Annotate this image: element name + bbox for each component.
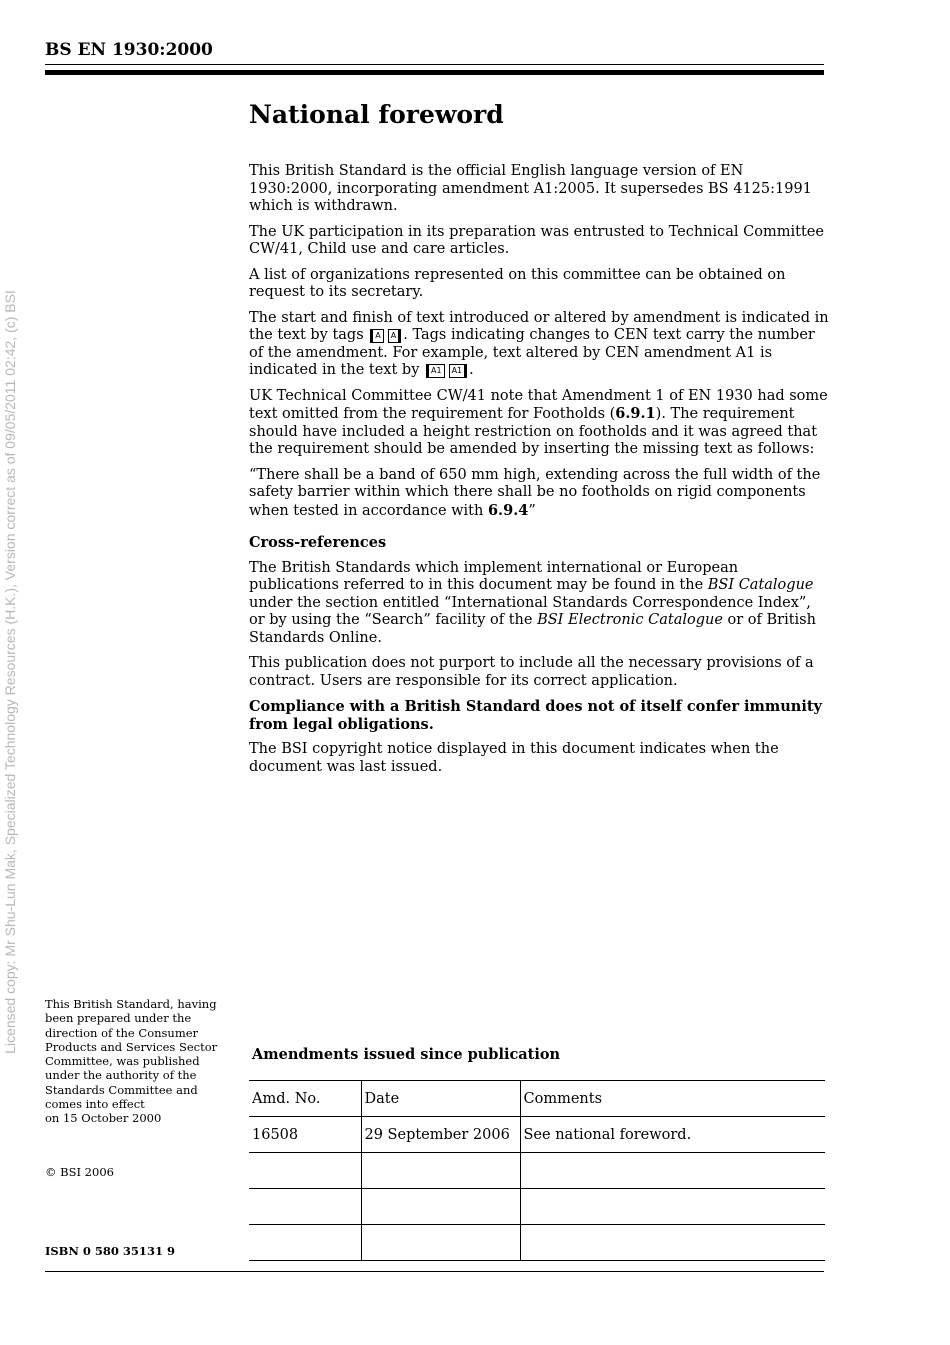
footholds-text-1: UK Technical Committee CW/41 note that Amendment 1 of EN 1930 had some text omitted from the requirement for Footholds (: [249, 387, 828, 422]
publication-sidenote: [45, 997, 230, 1126]
tags-text-3: .: [469, 362, 474, 378]
header-rule-thin: [45, 64, 824, 65]
header-rule-thick: [45, 70, 824, 75]
isbn: ISBN 0 580 35131 9: [45, 1244, 175, 1258]
amendments-header-row: [249, 1081, 825, 1117]
xref-text-2: under the section entitled “International Standards Correspondence Index”, or by using the “Search” facility of the: [249, 594, 811, 628]
paragraph-amendment-tags: [249, 310, 829, 380]
tags-text-2: . Tags indicating changes to CEN text carry the number of the amendment. For example, text altered by CEN amendment A1 is indicated in the text by: [249, 327, 815, 378]
footholds-text-2: ). The requirement should have included a height restriction on footholds and it was agreed that the requirement should be amended by inserting the missing text as follows:: [249, 406, 818, 457]
amd-no-cell: [249, 1189, 361, 1225]
table-row: [249, 1117, 825, 1153]
amd-no-cell: [249, 1153, 361, 1189]
a1-end-tag-icon: A1: [449, 364, 468, 378]
document-id: BS EN 1930:2000: [45, 40, 213, 60]
watermark-text: Licensed copy: Mr Shu-Lun Mak, Specialized Technology Resources (H.K.), Version correct as of 09/05/2011 02:42, (c) BSI: [2, 290, 18, 1054]
xref-text-1: The British Standards which implement international or European publications referred to in this document may be found in the: [249, 559, 739, 593]
clause-ref-694: 6.9.4: [487, 501, 529, 519]
bsi-catalogue-ref: BSI Catalogue: [707, 577, 814, 593]
amd-no-cell: 16508: [249, 1117, 361, 1153]
a1-start-tag-icon: A1: [426, 364, 445, 378]
paragraph-cross-references: [249, 560, 829, 648]
header-amd-no: Amd. No.: [249, 1081, 361, 1117]
paragraph-committee: The UK participation in its preparation was entrusted to Technical Committee CW/41, Child use and care articles.: [249, 223, 824, 257]
quote-text-2: ”: [528, 502, 536, 519]
paragraph-organizations: A list of organizations represented on this committee can be obtained on request to its secretary.: [249, 266, 786, 300]
amendment-end-tag-icon: A: [388, 329, 401, 343]
paragraph-footholds-note: [249, 388, 829, 459]
date-cell: [361, 1189, 520, 1225]
table-row: [249, 1189, 825, 1225]
page-title: National foreword: [249, 100, 504, 129]
amendments-title: Amendments issued since publication: [252, 1046, 561, 1063]
comments-cell: See national foreword.: [520, 1117, 825, 1153]
paragraph-quote: [249, 467, 829, 521]
header-date: Date: [361, 1081, 520, 1117]
date-cell: [361, 1153, 520, 1189]
table-row: [249, 1153, 825, 1189]
table-row: [249, 1225, 825, 1261]
comments-cell: [520, 1153, 825, 1189]
effective-date: on 15 October 2000: [45, 1111, 162, 1126]
header-comments: Comments: [520, 1081, 825, 1117]
paragraph-copyright-notice: The BSI copyright notice displayed in this document indicates when the document was last issued.: [249, 741, 779, 775]
paragraph-provisions: This publication does not purport to include all the necessary provisions of a contract. Users are responsible for its correct application.: [249, 655, 814, 689]
quote-text-1: “There shall be a band of 650 mm high, extending across the full width of the safety barrier within which there shall be no footholds on rigid components when tested in accordance with: [249, 466, 821, 519]
footer-rule: [45, 1271, 824, 1272]
sidenote-text: This British Standard, having been prepared under the direction of the Consumer Products and Services Sector Committee, was published under the authority of the Standards Committee and comes into effect: [45, 997, 218, 1112]
paragraph-scope: This British Standard is the official English language version of EN 1930:2000, incorporating amendment A1:2005. It supersedes BS 4125:1991 which is withdrawn.: [249, 163, 812, 214]
license-watermark: [0, 0, 20, 1345]
copyright-line: © BSI 2006: [45, 1165, 114, 1179]
paragraph-compliance: Compliance with a British Standard does not of itself confer immunity from legal obligations.: [249, 698, 822, 733]
tags-text-1: The start and finish of text introduced or altered by amendment is indicated in the text by tags: [249, 309, 829, 343]
comments-cell: [520, 1225, 825, 1261]
clause-ref-691: 6.9.1: [615, 405, 656, 422]
cross-references-heading: Cross-references: [249, 534, 387, 551]
xref-text-3: or of British Standards Online.: [249, 612, 816, 646]
date-cell: [361, 1225, 520, 1261]
amd-no-cell: [249, 1225, 361, 1261]
date-cell: 29 September 2006: [361, 1117, 520, 1153]
comments-cell: [520, 1189, 825, 1225]
foreword-body: [249, 163, 829, 784]
amendment-start-tag-icon: A: [370, 329, 383, 343]
amendments-table: [249, 1080, 825, 1261]
bsi-electronic-catalogue-ref: BSI Electronic Catalogue: [537, 612, 723, 628]
